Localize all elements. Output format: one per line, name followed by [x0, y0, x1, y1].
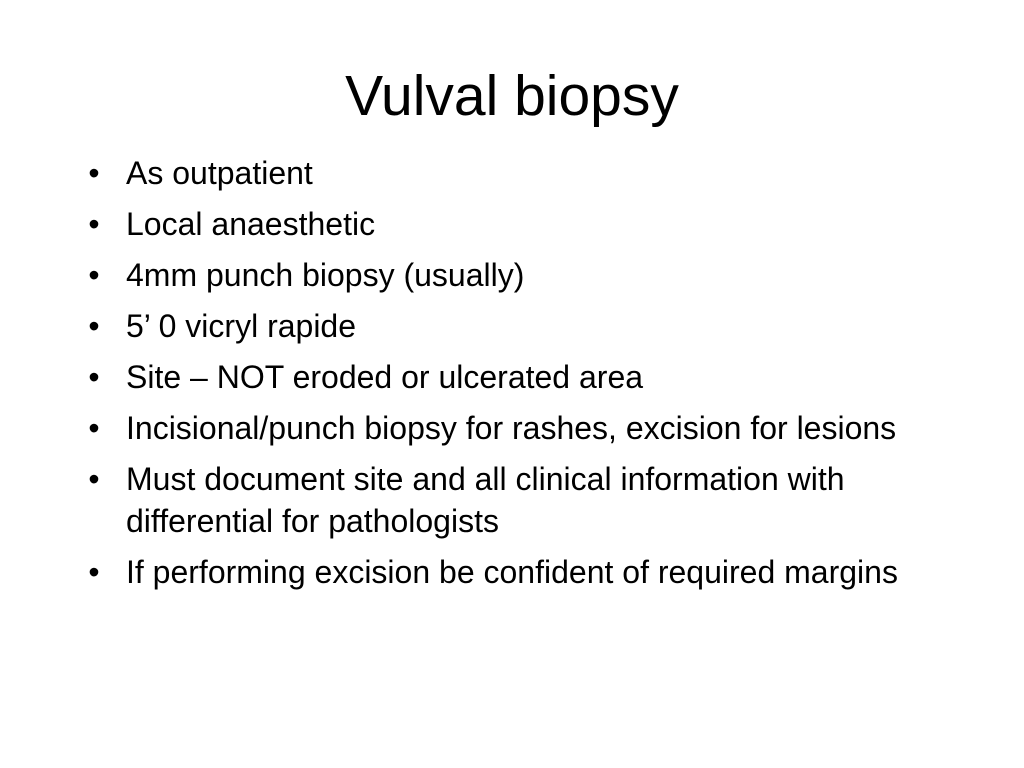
bullet-icon: •: [88, 554, 100, 590]
bullet-text: Site – NOT eroded or ulcerated area: [126, 359, 644, 395]
bullet-text: As outpatient: [126, 155, 313, 191]
bullet-icon: •: [88, 410, 100, 446]
bullet-icon: •: [88, 308, 100, 344]
bullet-item: [84, 458, 944, 542]
bullet-icon: •: [88, 461, 100, 497]
bullet-item: [84, 203, 944, 245]
slide-title: Vulval biopsy: [345, 64, 679, 128]
bullet-list: [84, 152, 944, 602]
bullet-text: Local anaesthetic: [126, 206, 376, 242]
bullet-item: [84, 551, 944, 593]
bullet-item: [84, 407, 944, 449]
bullet-text: If performing excision be confident of required margins: [126, 554, 898, 590]
bullet-item: [84, 305, 944, 347]
bullet-item: [84, 152, 944, 194]
bullet-icon: •: [88, 257, 100, 293]
bullet-icon: •: [88, 206, 100, 242]
bullet-text: Must document site and all clinical information with differential for pathologists: [126, 461, 845, 539]
bullet-item: [84, 254, 944, 296]
bullet-item: [84, 356, 944, 398]
bullet-text: 5’ 0 vicryl rapide: [126, 308, 357, 344]
bullet-icon: •: [88, 359, 100, 395]
bullet-text: 4mm punch biopsy (usually): [126, 257, 525, 293]
bullet-icon: •: [88, 155, 100, 191]
bullet-text: Incisional/punch biopsy for rashes, excision for lesions: [126, 410, 897, 446]
